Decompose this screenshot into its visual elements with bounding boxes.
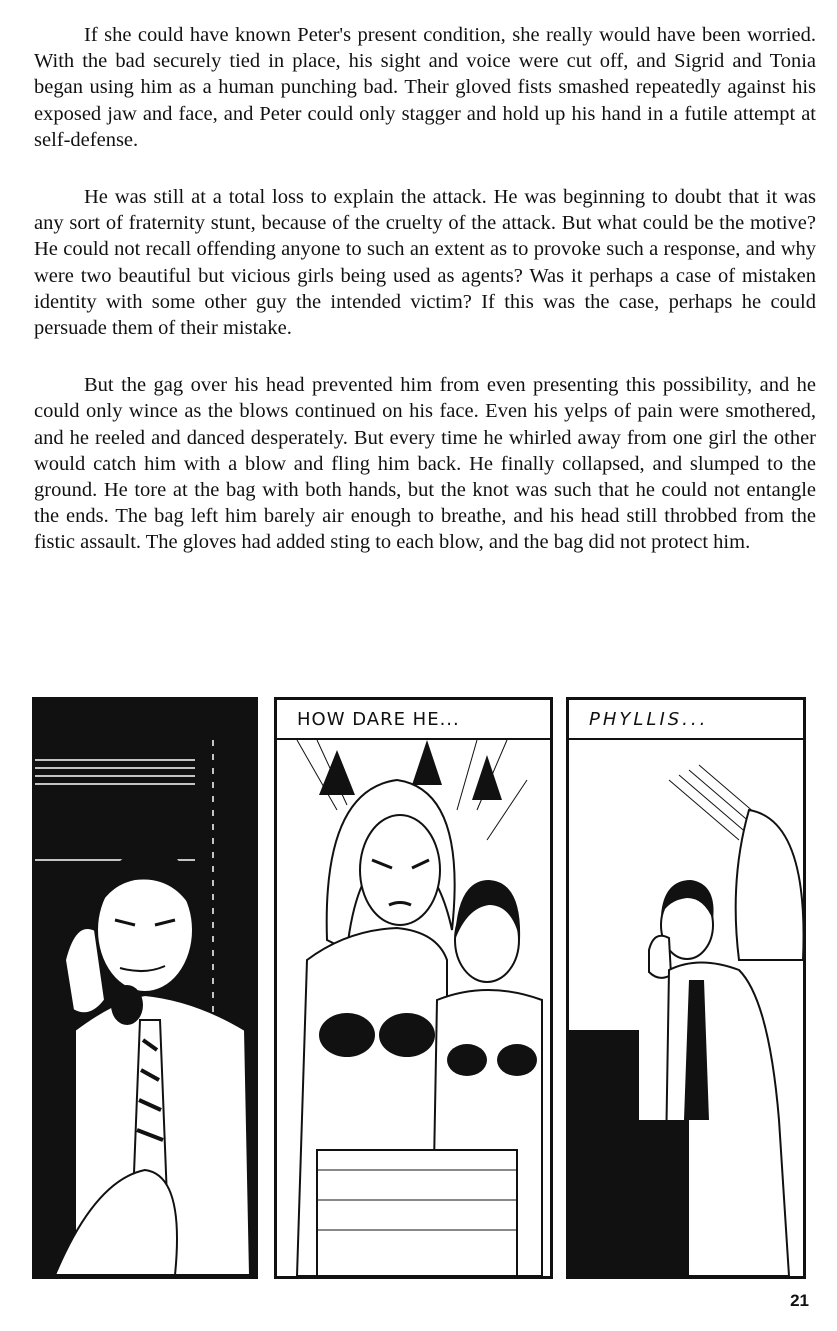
speech-caption: PHYLLIS... — [569, 700, 803, 740]
page-number: 21 — [790, 1291, 809, 1310]
comic-panel-2 — [274, 697, 553, 1279]
man-on-phone-illustration — [35, 700, 255, 1276]
paragraph-1: If she could have known Peter's present condition, she really would have been worried. With the bad securely tied in place, his sight and voice were cut off, and Sigrid and Tonia began using him as a human punching bad. Their gloved fists smashed repeatedly against his exposed jaw and face, and Peter could only stagger and hold up his hand in a futile attempt at self-defense. — [34, 24, 816, 151]
body-text — [34, 22, 816, 587]
comic-panel-3 — [566, 697, 806, 1279]
speech-caption: HOW DARE HE... — [277, 700, 550, 740]
paragraph-3: But the gag over his head prevented him from even presenting this possibility, and he could only wince as the blows continued on his face. Even his yelps of pain were smothered, and he reeled and danced desperately. But every time he whirled away from one girl the other would catch him with a blow and fling him back. He finally collapsed, and slumped to the ground. He tore at the bag with both hands, but the knot was such that he could not entangle the ends. The bag left him barely air enough to breathe, and his head still throbbed from the fistic assault. The gloves had added sting to each blow, and the bag did not protect him. — [34, 374, 816, 554]
two-women-illustration — [277, 700, 550, 1276]
paragraph-2: He was still at a total loss to explain the attack. He was beginning to doubt that it was any sort of fraternity stunt, because of the cruelty of the attack. But what could be the motive? He could not recall offending anyone to such an extent as to provoke such a response, and why were two beautiful but vicious girls being used as agents? Was it perhaps a case of mistaken identity with some other guy the intended victim? If this was the case, perhaps he could persuade them of their mistake. — [34, 186, 816, 340]
comic-panel-1 — [32, 697, 258, 1279]
seated-man-phone-illustration — [569, 700, 803, 1276]
